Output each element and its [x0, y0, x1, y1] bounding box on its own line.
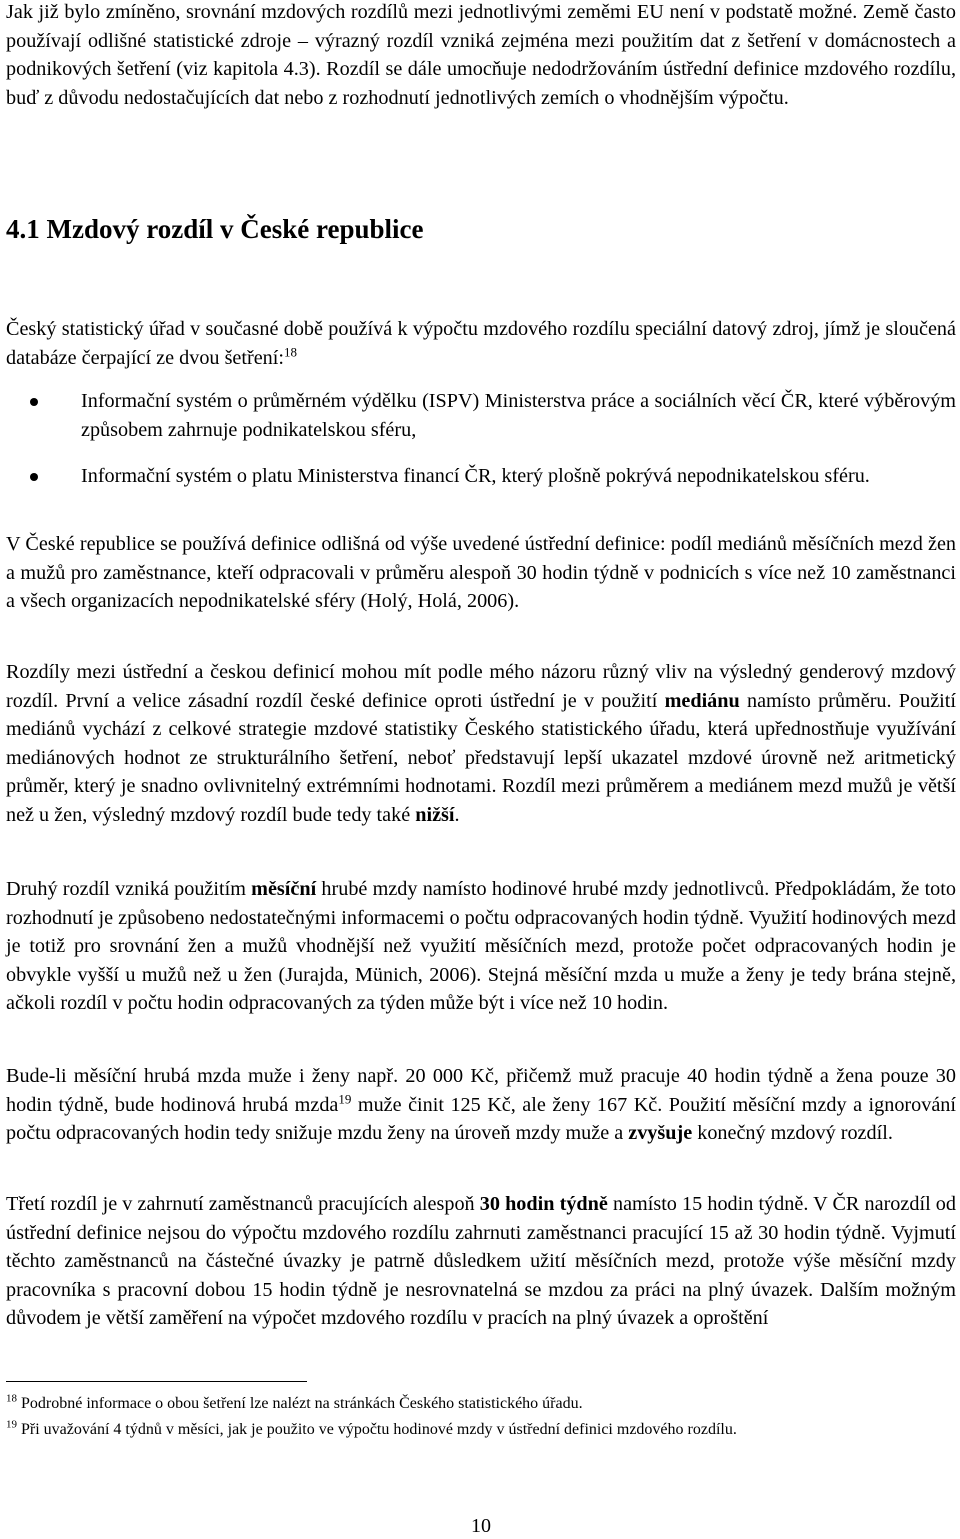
- footnote-text: Podrobné informace o obou šetření lze nalézt na stránkách Českého statistického úřadu.: [17, 1395, 583, 1412]
- footnote-ref-19: 19: [338, 1090, 352, 1106]
- list-item: [6, 387, 956, 444]
- paragraph-median: [6, 658, 956, 830]
- intro-paragraph: Jak již bylo zmíněno, srovnání mzdových rozdílů mezi jednotlivými zeměmi EU není v podstatě možné. Země často používají odlišné statistické zdroje – výrazný rozdíl vzniká zejména mezi použitím dat z šetření v domácnostech a podnikových šetření (viz kapitola 4.3). Rozdíl se dále umocňuje nedodržováním ústřední definice mzdového rozdílu, buď z důvodu nedostačujících dat nebo z rozhodnutí jednotlivých zemích o vhodnějším výpočtu.: [6, 1, 956, 109]
- footnote-text: Při uvažování 4 týdnů v měsíci, jak je použito ve výpočtu hodinové mzdy v ústřední definici mzdového rozdílu.: [17, 1421, 737, 1438]
- bold-text: zvyšuje: [628, 1122, 693, 1145]
- text-run: namísto 15 hodin týdně. V ČR narozdíl od ústřední definice nejsou do výpočtu mzdového rozdílu zahrnuti zaměstnanci pracující 15 až 30 hodin týdně. Vyjmutí těchto zaměstnanců na částečné úvazky je patrně důsledkem užití měsíčních mezd, protože výše měsíční mzdy pracovníka s pracovní dobou 15 hodin týdně je nesrovnatelná se mzdou za práci na plný úvazek. Dalším možným důvodem je větší zaměření na výpočet mzdového rozdílu v pracích na plný úvazek a oproštění: [6, 1193, 956, 1330]
- text-run: Bude-li měsíční hrubá mzda muže i ženy např. 20 000 Kč, přičemž muž pracuje 40 hodin týdně a žena pouze 30 hodin týdně, bude hodinová hrubá mzda: [6, 1065, 956, 1116]
- list-item-text: Informační systém o platu Ministerstva financí ČR, který plošně pokrývá nepodnikatelskou sféru.: [81, 465, 870, 488]
- bullet-icon: [30, 398, 38, 406]
- footnote-number: 18: [6, 1392, 17, 1405]
- bold-text: 30 hodin týdně: [479, 1193, 608, 1215]
- paragraph-definition: V České republice se používá definice odlišná od výše uvedené ústřední definice: podíl mediánů měsíčních mezd žen a mužů pro zaměstnance, kteří odpracovali v průměru alespoň 30 hodin týdně v podnicích s více než 10 zaměstnanci a všech organizacích nepodnikatelské sféry (Holý, Holá, 2006).: [6, 533, 956, 613]
- text-run: muže činit 125 Kč, ale ženy 167 Kč. Použití měsíční mzdy a ignorování počtu odpracovaných hodin tedy snižuje mzdu ženy na úroveň mzdy muže a: [6, 1093, 956, 1145]
- paragraph-text: Český statistický úřad v současné době používá k výpočtu mzdového rozdílu speciální datový zdroj, jímž je sloučená databáze čerpající ze dvou šetření:: [6, 318, 956, 369]
- footnote-19: [6, 1419, 956, 1441]
- bold-text: nižší: [415, 803, 455, 826]
- list-item-text: Informační systém o průměrném výdělku (ISPV) Ministerstva práce a sociálních věcí ČR, které výběrovým způsobem zahrnuje podnikatelskou sféru,: [81, 390, 956, 441]
- page-number: 10: [471, 1515, 491, 1537]
- text-run: .: [454, 803, 460, 826]
- paragraph-monthly: [6, 875, 956, 1018]
- text-run: namísto průměru. Použití mediánů vychází z celkové strategie mzdové statistiky Českého statistického úřadu, která upřednostňuje využívání mediánových hodnot ze strukturálního šetření, neboť představují lepší ukazatel mzdové úrovně než aritmetický průměr, který je snadno ovlivnitelný extrémními hodnotami. Rozdíl mezi průměrem a mediánem mezd mužů je větší než u žen, výsledný mzdový rozdíl bude tedy také: [6, 689, 957, 826]
- footnote-18: [6, 1393, 956, 1415]
- footnote-number: 19: [6, 1418, 17, 1431]
- text-run: konečný mzdový rozdíl.: [692, 1122, 893, 1145]
- text-run: Druhý rozdíl vzniká použitím: [6, 878, 252, 900]
- text-run: Třetí rozdíl je v zahrnutí zaměstnanců pracujících alespoň: [6, 1193, 480, 1215]
- bullet-icon: [30, 473, 38, 481]
- paragraph-example: [6, 1062, 956, 1148]
- section-heading: 4.1 Mzdový rozdíl v České republice: [6, 214, 424, 244]
- footnote-divider: [6, 1381, 307, 1382]
- text-run: Rozdíly mezi ústřední a českou definicí mohou mít podle mého názoru různý vliv na výsledný genderový mzdový rozdíl. První a velice zásadní rozdíl české definice oproti ústřední je v použití: [6, 661, 956, 712]
- footnote-ref-18: 18: [283, 343, 297, 359]
- text-run: hrubé mzdy namísto hodinové hrubé mzdy jednotlivců. Předpokládám, že toto rozhodnutí je způsobeno nedostatečnými informacemi o počtu odpracovaných hodin týdně. Využití hodinových mezd je totiž pro srovnání žen a mužů vhodnější než využití měsíčních mezd, protože počet odpracovaných hodin je obvykle vyšší u mužů než u žen (Jurajda, Münich, 2006). Stejná měsíční mzda u muže a ženy je tedy brána stejně, ačkoli rozdíl v počtu hodin odpracovaných za týden může být i více než 10 hodin.: [6, 878, 956, 1015]
- bullet-list: [6, 387, 956, 509]
- paragraph-hours: [6, 1190, 956, 1333]
- bold-text: mediánu: [664, 689, 740, 712]
- paragraph-data-source: [6, 315, 956, 372]
- bold-text: měsíční: [251, 878, 317, 900]
- list-item: [6, 462, 956, 491]
